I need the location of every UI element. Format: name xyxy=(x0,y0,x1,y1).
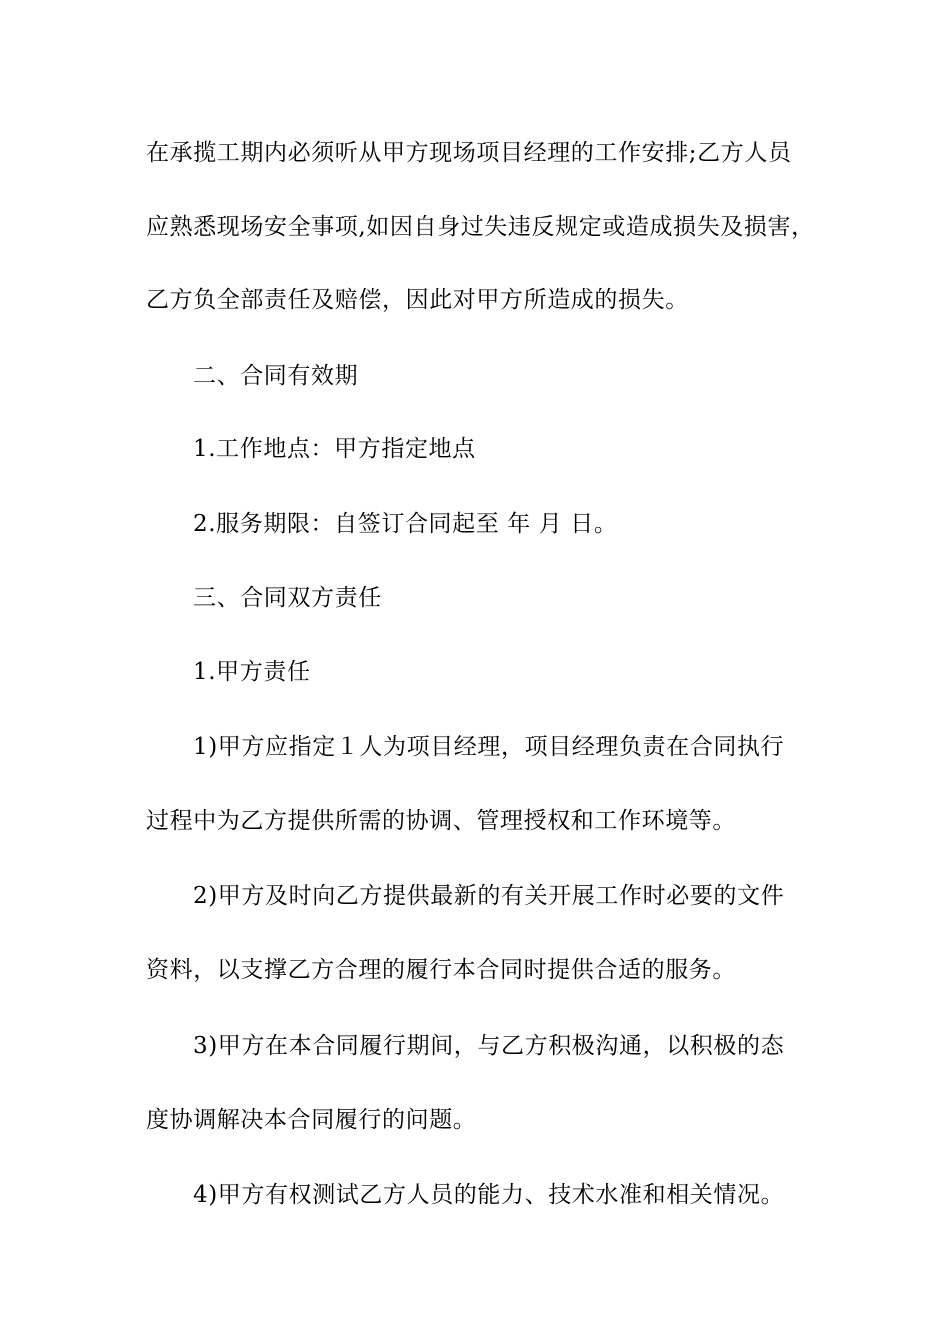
list-item: 4)甲方有权测试乙方人员的能力、技术水准和相关情况。 xyxy=(193,1182,785,1208)
paragraph-line: 乙方负全部责任及赔偿，因此对甲方所造成的损失。 xyxy=(146,287,689,313)
paragraph-line: 度协调解决本合同履行的问题。 xyxy=(146,1107,477,1133)
list-item: 3)甲方在本合同履行期间，与乙方积极沟通，以积极的态 xyxy=(193,1033,785,1059)
paragraph-line: 应熟悉现场安全事项,如因自身过失违反规定或造成损失及损害， xyxy=(146,214,815,240)
list-item: 1)甲方应指定１人为项目经理，项目经理负责在合同执行 xyxy=(193,734,785,760)
list-item: 2.服务期限：自签订合同起至 年 月 日。 xyxy=(193,511,618,537)
section-heading: 二、合同有效期 xyxy=(193,363,359,389)
list-item: 2)甲方及时向乙方提供最新的有关开展工作时必要的文件 xyxy=(193,883,785,909)
subsection-heading: 1.甲方责任 xyxy=(193,659,311,685)
list-item: 1.工作地点：甲方指定地点 xyxy=(193,436,476,462)
section-heading: 三、合同双方责任 xyxy=(193,585,382,611)
paragraph-line: 资料，以支撑乙方合理的履行本合同时提供合适的服务。 xyxy=(146,957,736,983)
paragraph-line: 过程中为乙方提供所需的协调、管理授权和工作环境等。 xyxy=(146,808,736,834)
paragraph-line: 在承揽工期内必须听从甲方现场项目经理的工作安排;乙方人员 xyxy=(146,140,792,166)
